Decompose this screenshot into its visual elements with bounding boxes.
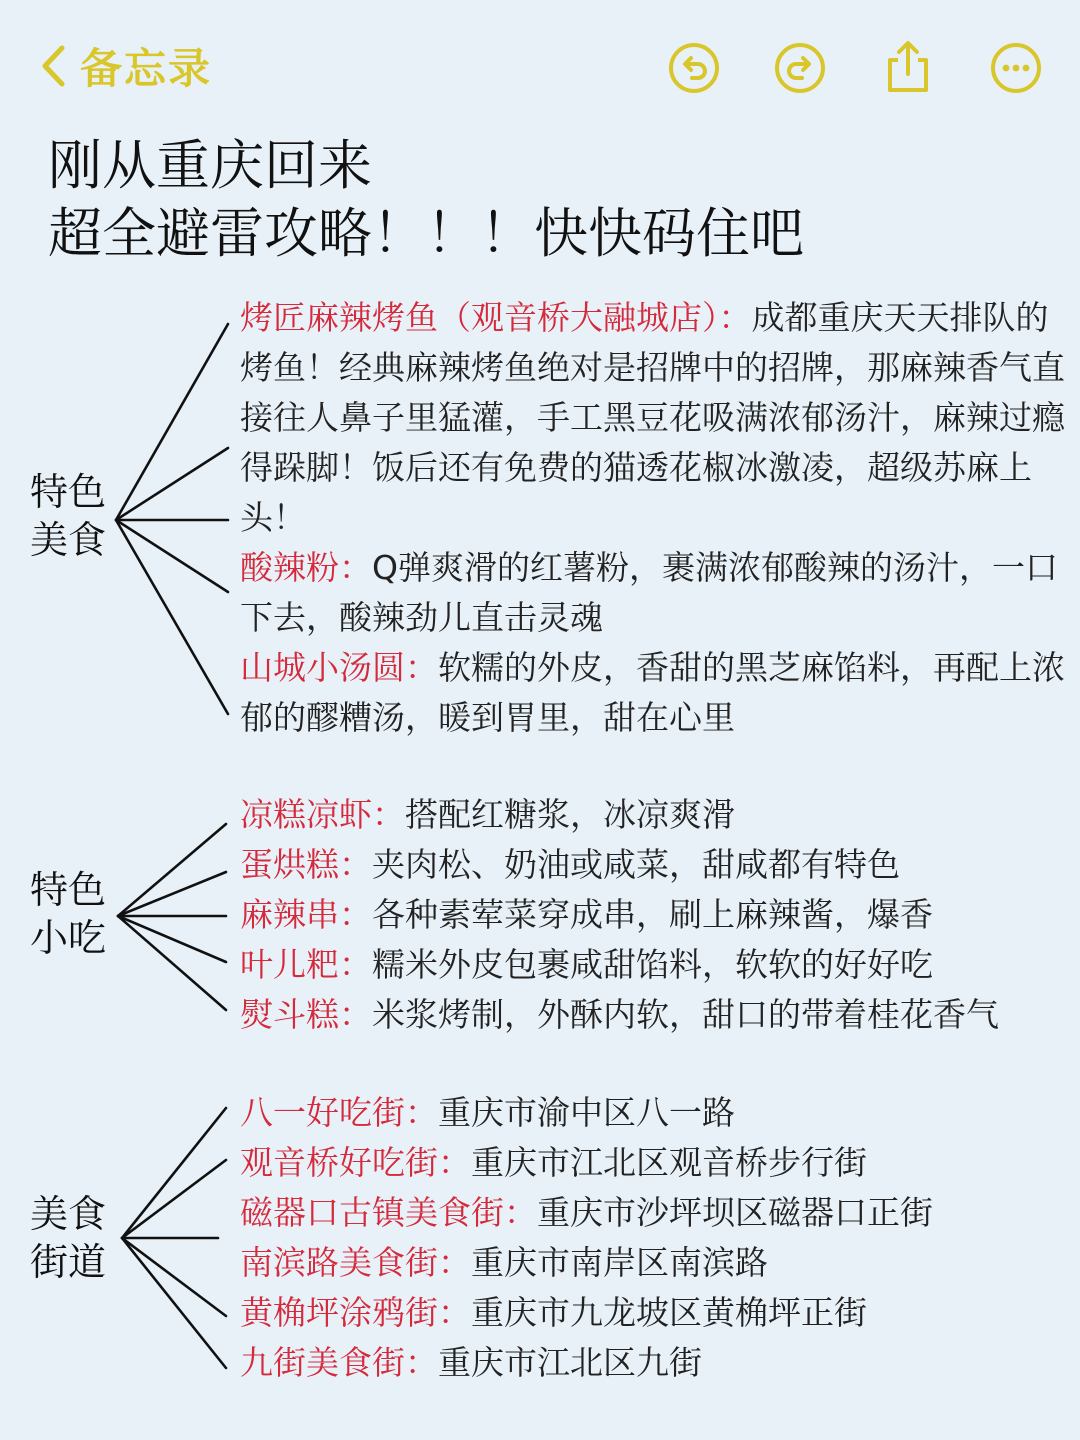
list-item bbox=[240, 940, 1070, 990]
item-desc: 夹肉松、奶油或咸菜，甜咸都有特色 bbox=[372, 845, 900, 884]
list-item bbox=[240, 293, 1070, 543]
item-name: 蛋烘糕： bbox=[240, 845, 372, 884]
list-item bbox=[240, 1238, 1070, 1288]
item-name: 麻辣串： bbox=[240, 895, 372, 934]
back-button[interactable] bbox=[40, 36, 212, 96]
item-desc: 重庆市沙坪坝区磁器口正街 bbox=[537, 1193, 933, 1232]
list-item bbox=[240, 543, 1070, 643]
item-name: 南滨路美食街： bbox=[240, 1243, 471, 1282]
item-desc: 重庆市江北区观音桥步行街 bbox=[471, 1143, 867, 1182]
entry-list bbox=[240, 293, 1070, 743]
list-item bbox=[240, 990, 1070, 1040]
item-desc: 成都重庆天天排队的烤鱼！经典麻辣烤鱼绝对是招牌中的招牌，那麻辣香气直接往人鼻子里猛灌，手工黑豆花吸满浓郁汤汁，麻辣过瘾得跺脚！饭后还有免费的猫透花椒冰激凌，超级苏麻上头！ bbox=[240, 298, 1065, 537]
item-desc: 软糯的外皮，香甜的黑芝麻馅料，再配上浓郁的醪糟汤，暖到胃里，甜在心里 bbox=[240, 648, 1065, 737]
item-desc: 各种素荤菜穿成串，刷上麻辣酱，爆香 bbox=[372, 895, 933, 934]
item-desc: Q弹爽滑的红薯粉，裹满浓郁酸辣的汤汁，一口下去，酸辣劲儿直击灵魂 bbox=[240, 548, 1058, 637]
redo-icon[interactable] bbox=[772, 40, 828, 96]
list-item bbox=[240, 1338, 1070, 1388]
item-name: 酸辣粉： bbox=[240, 548, 372, 587]
item-name: 九街美食街： bbox=[240, 1343, 438, 1382]
back-chevron-icon bbox=[40, 44, 66, 88]
list-item bbox=[240, 1138, 1070, 1188]
item-desc: 重庆市渝中区八一路 bbox=[438, 1093, 735, 1132]
heading-line-1: 刚从重庆回来 bbox=[48, 134, 372, 197]
section-label: 特色 小吃 bbox=[30, 868, 107, 960]
item-desc: 重庆市南岸区南滨路 bbox=[471, 1243, 768, 1282]
back-label: 备忘录 bbox=[80, 44, 213, 93]
item-desc: 米浆烤制，外酥内软，甜口的带着桂花香气 bbox=[372, 995, 999, 1034]
section-special-food bbox=[0, 290, 1080, 750]
section-food-streets bbox=[0, 1088, 1080, 1388]
share-icon[interactable] bbox=[880, 40, 936, 96]
undo-icon[interactable] bbox=[666, 40, 722, 96]
item-name: 观音桥好吃街： bbox=[240, 1143, 471, 1182]
section-special-snacks bbox=[0, 790, 1080, 1040]
item-desc: 糯米外皮包裹咸甜馅料，软软的好好吃 bbox=[372, 945, 933, 984]
heading-line-2: 超全避雷攻略！！！快快码住吧 bbox=[48, 202, 804, 265]
entry-list bbox=[240, 1088, 1070, 1388]
item-name: 叶儿粑： bbox=[240, 945, 372, 984]
top-navigation-bar bbox=[0, 0, 1080, 130]
list-item bbox=[240, 1188, 1070, 1238]
note-heading bbox=[48, 132, 1048, 268]
item-desc: 搭配红糖浆，冰凉爽滑 bbox=[405, 795, 735, 834]
section-label: 特色 美食 bbox=[30, 470, 107, 562]
item-name: 磁器口古镇美食街： bbox=[240, 1193, 537, 1232]
item-desc: 重庆市江北区九街 bbox=[438, 1343, 702, 1382]
list-item bbox=[240, 840, 1070, 890]
item-name: 山城小汤圆： bbox=[240, 648, 438, 687]
list-item bbox=[240, 1088, 1070, 1138]
entry-list bbox=[240, 790, 1070, 1040]
item-name: 黄桷坪涂鸦街： bbox=[240, 1293, 471, 1332]
item-name: 八一好吃街： bbox=[240, 1093, 438, 1132]
list-item bbox=[240, 1288, 1070, 1338]
list-item bbox=[240, 643, 1070, 743]
list-item bbox=[240, 790, 1070, 840]
more-icon[interactable] bbox=[988, 40, 1044, 96]
item-name: 凉糕凉虾： bbox=[240, 795, 405, 834]
list-item bbox=[240, 890, 1070, 940]
item-name: 熨斗糕： bbox=[240, 995, 372, 1034]
item-name: 烤匠麻辣烤鱼（观音桥大融城店）： bbox=[240, 298, 752, 337]
section-label: 美食 街道 bbox=[30, 1192, 107, 1284]
item-desc: 重庆市九龙坡区黄桷坪正街 bbox=[471, 1293, 867, 1332]
